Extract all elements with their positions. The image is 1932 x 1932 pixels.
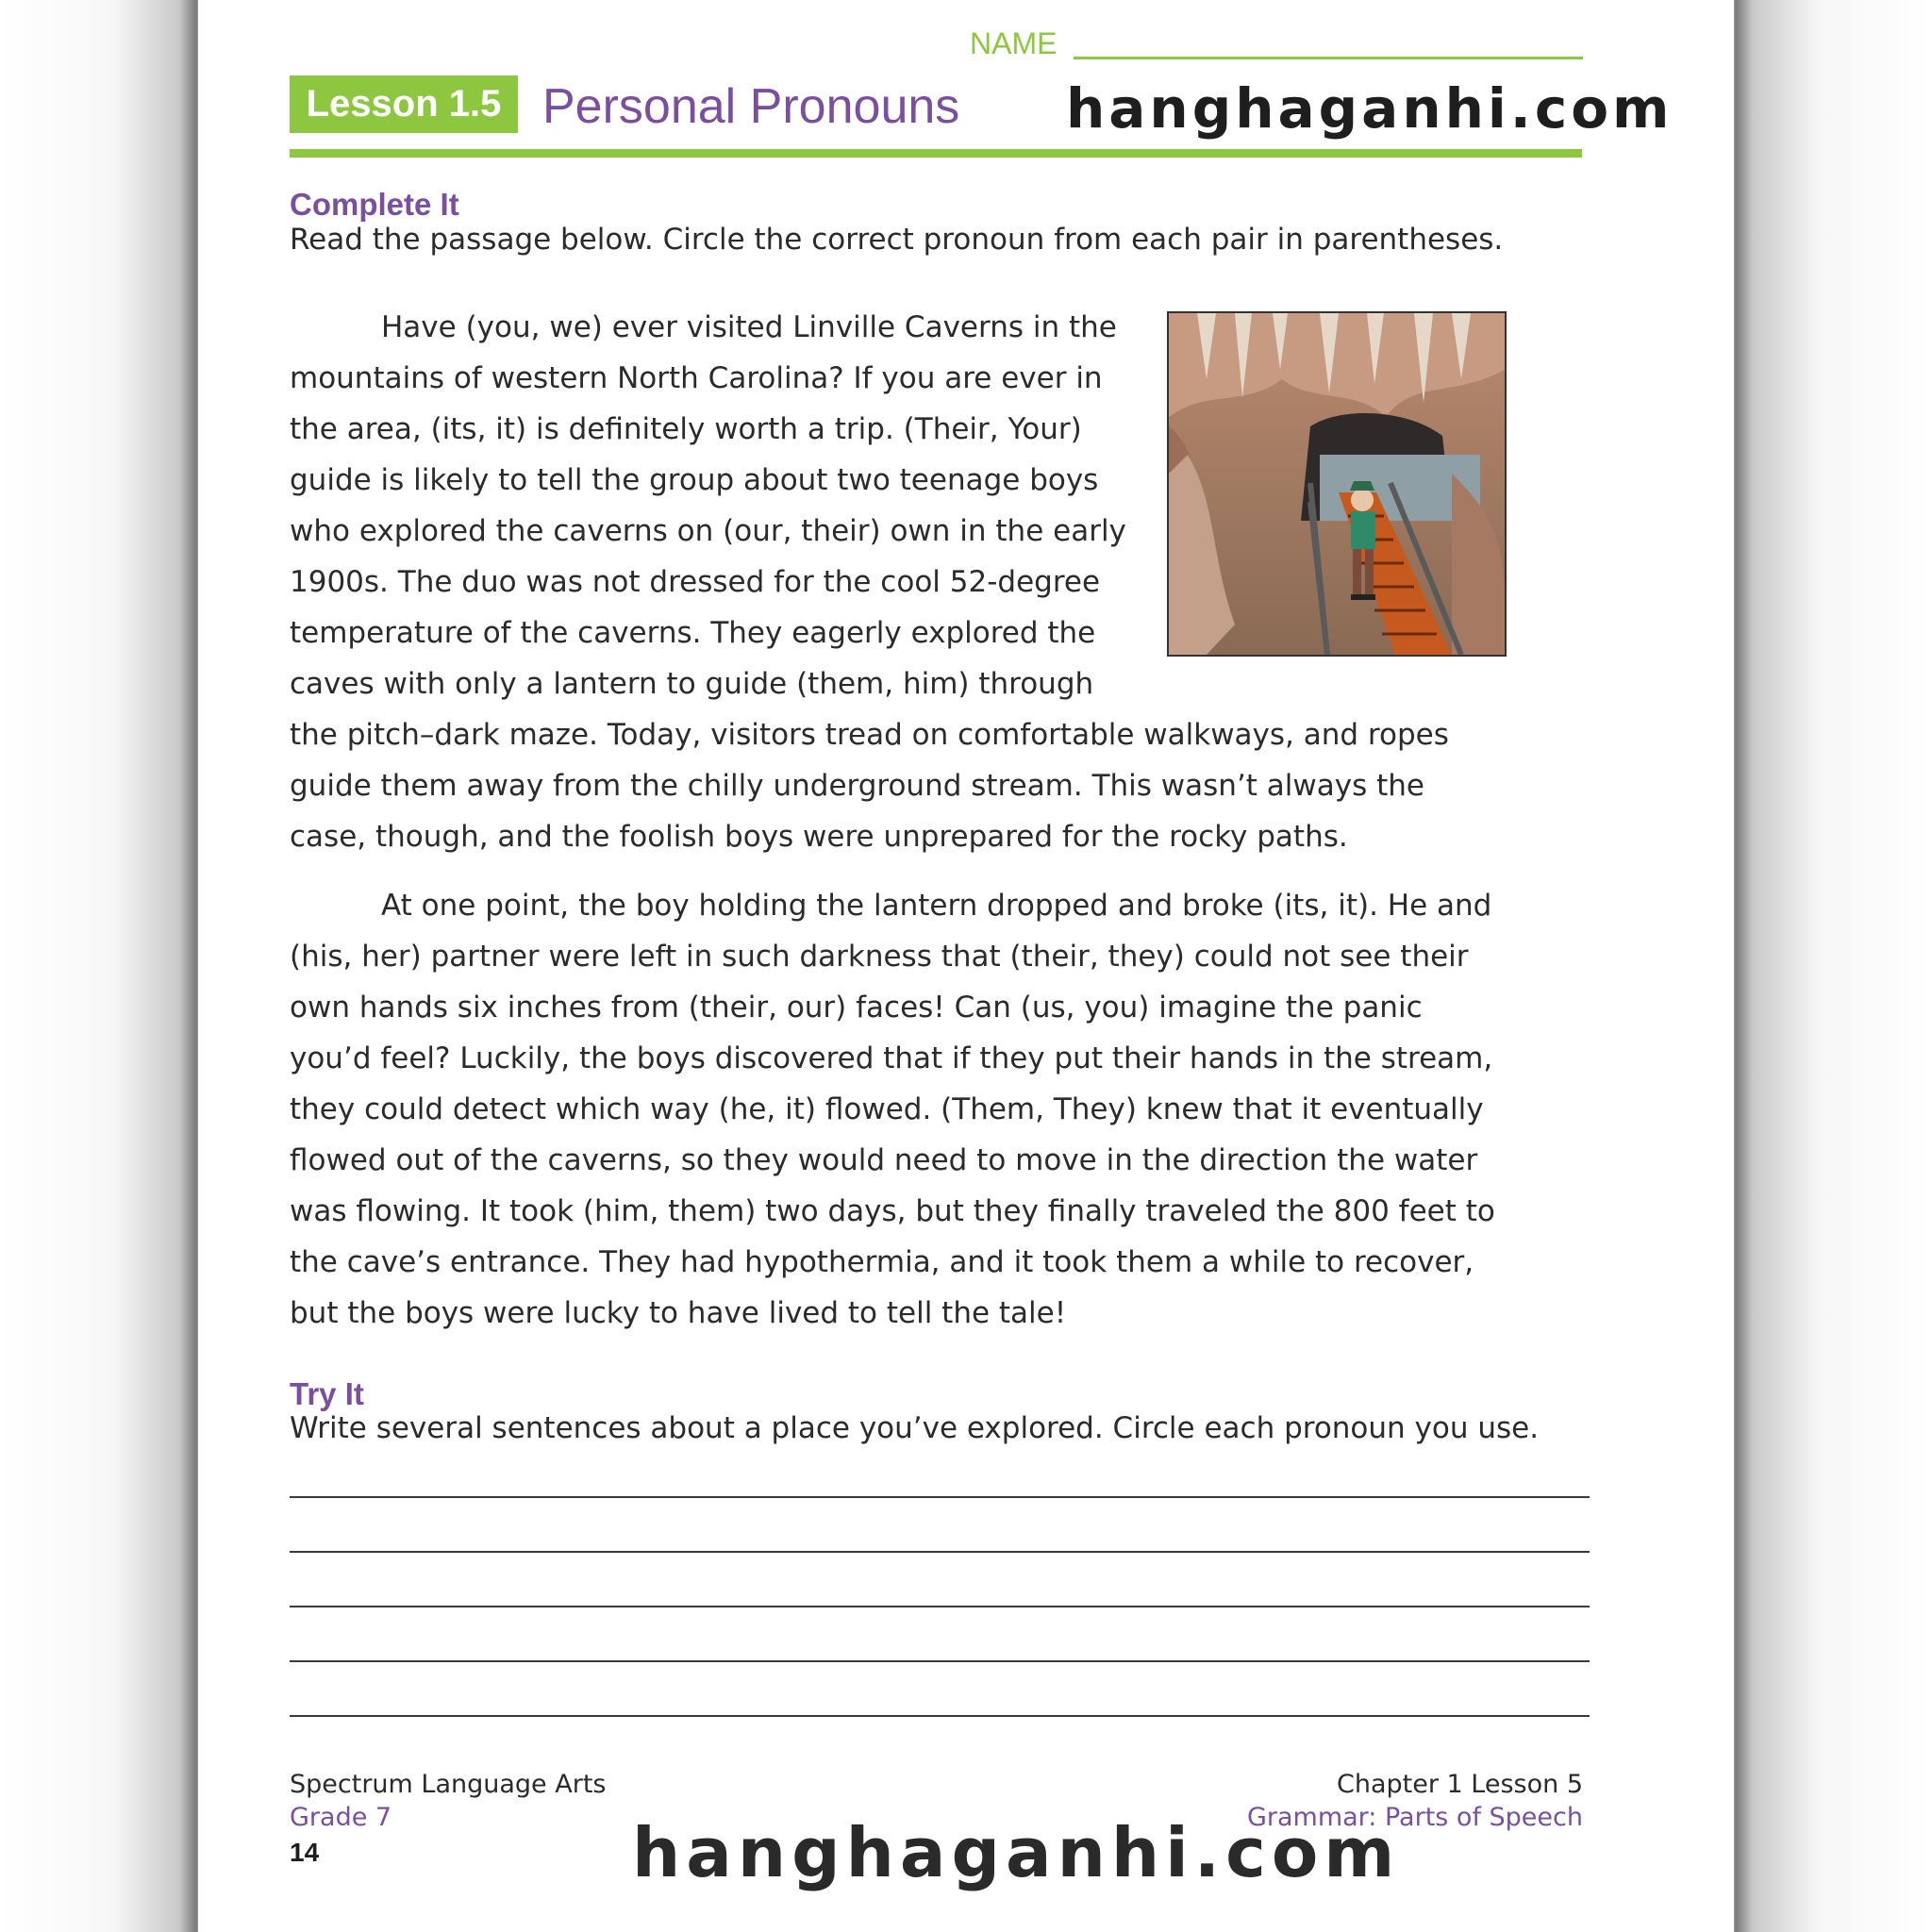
footer-left (290, 1768, 606, 1834)
cavern-illustration (1167, 311, 1507, 657)
complete-it-heading: Complete It (290, 187, 459, 222)
passage-block-2 (290, 880, 1507, 1339)
page-shadow-left (0, 0, 198, 1932)
answer-line[interactable] (290, 1660, 1590, 1662)
try-it-instruction: Write several sentences about a place you’ve explored. Circle each pronoun you use. (290, 1411, 1540, 1445)
lesson-title: Personal Pronouns (542, 79, 960, 134)
name-label: NAME (970, 26, 1058, 60)
answer-line[interactable] (290, 1606, 1590, 1607)
page-shadow-right (1734, 0, 1932, 1932)
answer-line[interactable] (290, 1496, 1590, 1498)
worksheet-page (198, 0, 1734, 1932)
watermark-top: hanghaganhi.com (1066, 76, 1674, 141)
footer-chapter: Chapter 1 Lesson 5 (1337, 1770, 1583, 1799)
page-number: 14 (290, 1838, 320, 1867)
footer-grade: Grade 7 (290, 1803, 392, 1832)
answer-line[interactable] (290, 1715, 1590, 1717)
watermark-bottom: hanghaganhi.com (632, 1813, 1401, 1892)
try-it-heading: Try It (290, 1376, 364, 1411)
passage-block-1 (290, 302, 1507, 862)
answer-line[interactable] (290, 1551, 1590, 1553)
passage-paragraph-2: At one point, the boy holding the lantern dropped and broke (its, it). He and (his, her) partner were left in such darkness that (their, they) could not see their own hands six inches from (their, our) faces! Can (us, you) imagine the panic you’d feel? Luckily, the boys discovered that if they put their hands in the stream, they could detect which way (he, it) flowed. (Them, They) knew that it eventually flowed out of the caverns, so they would need to move in the direction the water was flowing. It took (him, them) two days, but they finally traveled the 800 feet to the cave’s entrance. They had hypothermia, and it took them a while to recover, but the boys were lucky to have lived to tell the tale! (290, 889, 1495, 1330)
complete-it-instruction: Read the passage below. Circle the correct pronoun from each pair in parentheses. (290, 223, 1504, 257)
header-rule (290, 149, 1582, 158)
lesson-badge: Lesson 1.5 (290, 75, 518, 133)
passage-paragraph-1: Have (you, we) ever visited Linville Caverns in the mountains of western North Carolina? If you are ever in the area, (its, it) is definitely worth a trip. (Their, Your) guide is likely to tell the group about two teenage boys who explored the caverns on (our, their) own in the early 1900s. The duo was not dressed for the cool 52-degree temperature of the caverns. They eagerly explored the caves with only a lantern to guide (them, him) through the pitch–dark maze. Today, visitors tread on comfortable walkways, and ropes guide them away from the chilly underground stream. This wasn’t always the case, though, and the foolish boys were unprepared for the rocky paths. (290, 310, 1449, 854)
footer-book-title: Spectrum Language Arts (290, 1770, 607, 1799)
name-write-line (1074, 57, 1583, 59)
footer-topic: Grammar: Parts of Speech (1246, 1803, 1583, 1832)
